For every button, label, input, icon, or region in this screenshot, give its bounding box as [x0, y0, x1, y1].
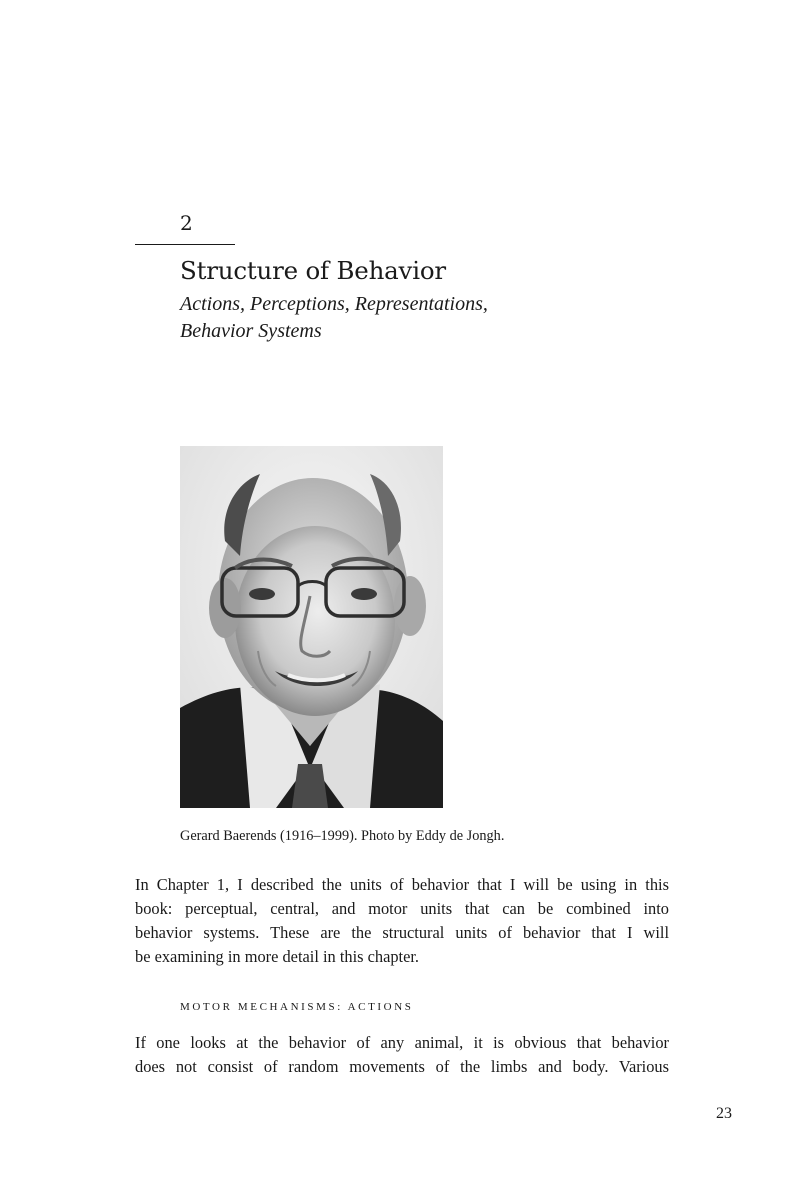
photo-caption: Gerard Baerends (1916–1999). Photo by Eddy de Jongh.: [180, 828, 505, 844]
section-heading: MOTOR MECHANISMS: ACTIONS: [180, 1001, 414, 1013]
portrait-photo: [180, 446, 443, 808]
paragraph-line: book: perceptual, central, and motor units that can be combined into: [135, 899, 669, 918]
paragraph-line: behavior systems. These are the structural units of behavior that I will: [135, 923, 669, 942]
paragraph-line: be examining in more detail in this chapter.: [135, 947, 420, 966]
body-paragraph-1: [135, 873, 669, 969]
chapter-title: Structure of Behavior: [180, 256, 446, 285]
chapter-subtitle-line-2: Behavior Systems: [180, 320, 322, 342]
paragraph-line: If one looks at the behavior of any animal, it is obvious that behavior: [135, 1033, 669, 1052]
page-number: 23: [716, 1105, 732, 1122]
paragraph-line: does not consist of random movements of the limbs and body. Various: [135, 1057, 669, 1076]
chapter-subtitle-line-1: Actions, Perceptions, Representations,: [180, 293, 488, 315]
body-paragraph-2: [135, 1031, 669, 1079]
chapter-rule: [135, 244, 235, 245]
chapter-subtitle: [180, 291, 600, 345]
chapter-number: 2: [180, 211, 193, 235]
paragraph-line: In Chapter 1, I described the units of behavior that I will be using in this: [135, 875, 669, 894]
